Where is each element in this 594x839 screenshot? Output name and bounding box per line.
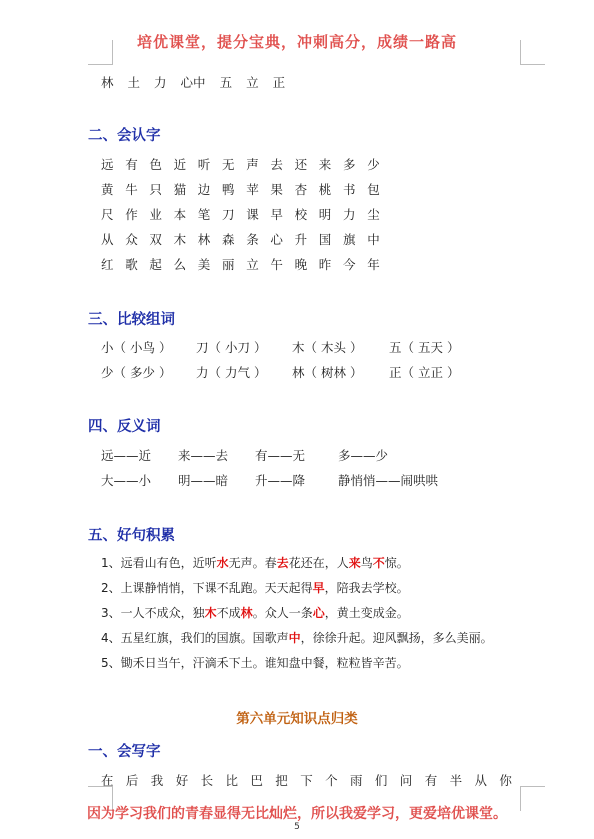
char: 正 (272, 75, 286, 90)
sentence-line (101, 554, 409, 571)
sentence-line (101, 629, 493, 646)
antonym-pair: 远——近 (101, 448, 152, 463)
recognize-char: 年 (367, 257, 380, 272)
unit-title: 第六单元知识点归类 (236, 711, 358, 727)
sentence-text: 2、上课静悄悄，下课不乱跑。天天起得 (101, 581, 313, 595)
recognize-char: 只 (149, 182, 162, 197)
word-pair: 力（ 力气 ） (196, 365, 267, 380)
word-pair: 小（ 小鸟 ） (101, 340, 172, 355)
recognize-char: 红 (101, 257, 114, 272)
recognize-char: 林 (197, 232, 211, 247)
write-char: 雨 (350, 773, 363, 788)
recognize-char: 苹 (246, 182, 259, 197)
recognize-char: 牛 (125, 182, 138, 197)
write-char: 问 (399, 773, 413, 788)
sentence-text: 花还在，人 (288, 556, 349, 570)
recognize-char: 立 (246, 257, 259, 272)
page-corner-mark (88, 40, 113, 65)
sentence-text: 鸟 (360, 556, 373, 570)
word-pair: 正（ 立正 ） (389, 365, 460, 380)
recognize-char: 有 (125, 157, 138, 172)
recognize-char: 今 (343, 257, 356, 272)
recognize-char: 刀 (222, 207, 235, 222)
recognize-char: 中 (367, 232, 380, 247)
recognize-char: 校 (294, 207, 308, 222)
recognize-char: 森 (222, 232, 235, 247)
recognize-char: 条 (246, 232, 259, 247)
recognize-char: 尘 (367, 207, 380, 222)
antonym-pair: 有——无 (255, 448, 306, 463)
sentence-line (101, 654, 409, 671)
recognize-char: 木 (173, 232, 187, 247)
recognize-char: 起 (149, 257, 162, 272)
write-char: 半 (449, 773, 463, 788)
highlighted-char: 中 (288, 631, 301, 645)
sentence-text: 4、五星红旗，我们的国旗。国歌声 (101, 631, 289, 645)
section-title-compare-words: 三、比较组词 (88, 312, 175, 328)
highlighted-char: 去 (276, 556, 289, 570)
word-pair: 林（ 树林 ） (292, 365, 363, 380)
recognize-char: 笔 (197, 207, 211, 222)
write-char: 有 (424, 773, 438, 788)
write-char: 个 (325, 773, 338, 788)
section-title-recognize: 二、会认字 (88, 128, 161, 144)
highlighted-char: 林 (240, 606, 253, 620)
recognize-char: 双 (149, 232, 162, 247)
recognize-char: 本 (173, 207, 187, 222)
recognize-char: 色 (149, 157, 162, 172)
write-char: 好 (175, 773, 189, 788)
recognize-char: 无 (222, 157, 235, 172)
char: 林 (101, 75, 114, 90)
char: 心中 (180, 75, 206, 90)
sentence-text: 无声。春 (228, 556, 277, 570)
recognize-char: 杏 (294, 182, 308, 197)
highlighted-char: 早 (312, 581, 325, 595)
write-char: 们 (374, 773, 388, 788)
sentence-line (101, 579, 409, 596)
highlighted-char: 心 (312, 606, 325, 620)
char: 五 (219, 75, 233, 90)
recognize-char: 么 (173, 257, 187, 272)
recognize-char: 听 (197, 157, 211, 172)
sentence-text: 3、一人不成众，独 (101, 606, 205, 620)
antonym-pair: 大——小 (101, 473, 152, 488)
recognize-char: 作 (125, 207, 138, 222)
recognize-char: 远 (101, 157, 114, 172)
page-number: 5 (294, 822, 300, 832)
word-pair: 少（ 多少 ） (101, 365, 172, 380)
word-pair: 五（ 五天 ） (389, 340, 460, 355)
recognize-char: 桃 (318, 182, 332, 197)
recognize-char: 力 (343, 207, 356, 222)
highlighted-char: 水 (216, 556, 229, 570)
recognize-char: 国 (318, 232, 332, 247)
write-char: 你 (499, 773, 512, 788)
sentence-text: ，黄土变成金。 (324, 606, 409, 620)
footer-slogan: 因为学习我们的青春显得无比灿烂，所以我爱学习，更爱培优课堂。 (87, 806, 507, 822)
char: 土 (127, 75, 141, 90)
write-char: 在 (101, 773, 114, 788)
recognize-char: 果 (270, 182, 283, 197)
write-char: 巴 (250, 773, 263, 788)
recognize-char: 升 (294, 232, 308, 247)
sentence-text: ，陪我去学校。 (324, 581, 409, 595)
char: 立 (246, 75, 259, 90)
recognize-char: 少 (367, 157, 380, 172)
write-char: 后 (125, 773, 139, 788)
word-pair: 木（ 木头 ） (292, 340, 363, 355)
recognize-char: 明 (318, 207, 332, 222)
antonym-pair: 多——少 (338, 448, 389, 463)
write-char: 我 (150, 773, 164, 788)
write-char: 长 (200, 773, 214, 788)
recognize-char: 从 (101, 232, 114, 247)
recognize-char: 书 (343, 182, 356, 197)
page-corner-mark (520, 40, 545, 65)
write-char: 比 (225, 773, 239, 788)
recognize-char: 边 (197, 182, 211, 197)
recognize-char: 旗 (343, 232, 356, 247)
antonym-pair: 升——降 (255, 473, 306, 488)
recognize-char: 早 (270, 207, 283, 222)
recognize-char: 近 (173, 157, 187, 172)
recognize-char: 尺 (101, 207, 114, 222)
recognize-char: 午 (270, 257, 283, 272)
recognize-char: 晚 (294, 257, 308, 272)
recognize-char: 众 (125, 232, 138, 247)
write-char: 把 (275, 773, 288, 788)
section-title-good-sentences: 五、好句积累 (88, 528, 175, 544)
antonym-pair: 明——暗 (178, 473, 229, 488)
section-title-antonyms: 四、反义词 (88, 419, 161, 435)
antonym-pair: 静悄悄——闹哄哄 (338, 473, 439, 488)
sentence-text: 。众人一条 (252, 606, 313, 620)
sentence-text: 惊。 (384, 556, 409, 570)
recognize-char: 丽 (222, 257, 235, 272)
recognize-char: 还 (294, 157, 308, 172)
highlighted-char: 不 (372, 556, 385, 570)
sentence-text: ，徐徐升起。迎风飘扬，多么美丽。 (300, 631, 493, 645)
recognize-char: 鸭 (222, 182, 235, 197)
section-title-write-chars: 一、会写字 (88, 744, 161, 760)
recognize-char: 来 (318, 157, 332, 172)
antonym-pair: 来——去 (178, 448, 229, 463)
recognize-char: 多 (343, 157, 356, 172)
write-char: 下 (300, 773, 313, 788)
recognize-char: 去 (270, 157, 283, 172)
sentence-line (101, 604, 409, 621)
recognize-char: 黄 (101, 182, 114, 197)
recognize-char: 歌 (125, 257, 138, 272)
sentence-text: 1、远看山有色，近听 (101, 556, 217, 570)
recognize-char: 昨 (318, 257, 332, 272)
char: 力 (154, 75, 167, 90)
write-char: 从 (474, 773, 488, 788)
recognize-char: 美 (197, 257, 211, 272)
recognize-char: 猫 (173, 182, 187, 197)
sentence-text: 不成 (216, 606, 241, 620)
sentence-text: 5、锄禾日当午，汗滴禾下土。谁知盘中餐，粒粒皆辛苦。 (101, 656, 409, 670)
recognize-char: 包 (367, 182, 380, 197)
header-slogan: 培优课堂，提分宝典，冲刺高分，成绩一路高 (136, 33, 457, 51)
highlighted-char: 木 (204, 606, 217, 620)
word-pair: 刀（ 小刀 ） (196, 340, 267, 355)
recognize-char: 心 (270, 232, 283, 247)
top-char-row (101, 73, 285, 91)
recognize-char: 课 (246, 207, 259, 222)
recognize-char: 声 (246, 157, 259, 172)
highlighted-char: 来 (348, 556, 361, 570)
recognize-char: 业 (149, 207, 162, 222)
